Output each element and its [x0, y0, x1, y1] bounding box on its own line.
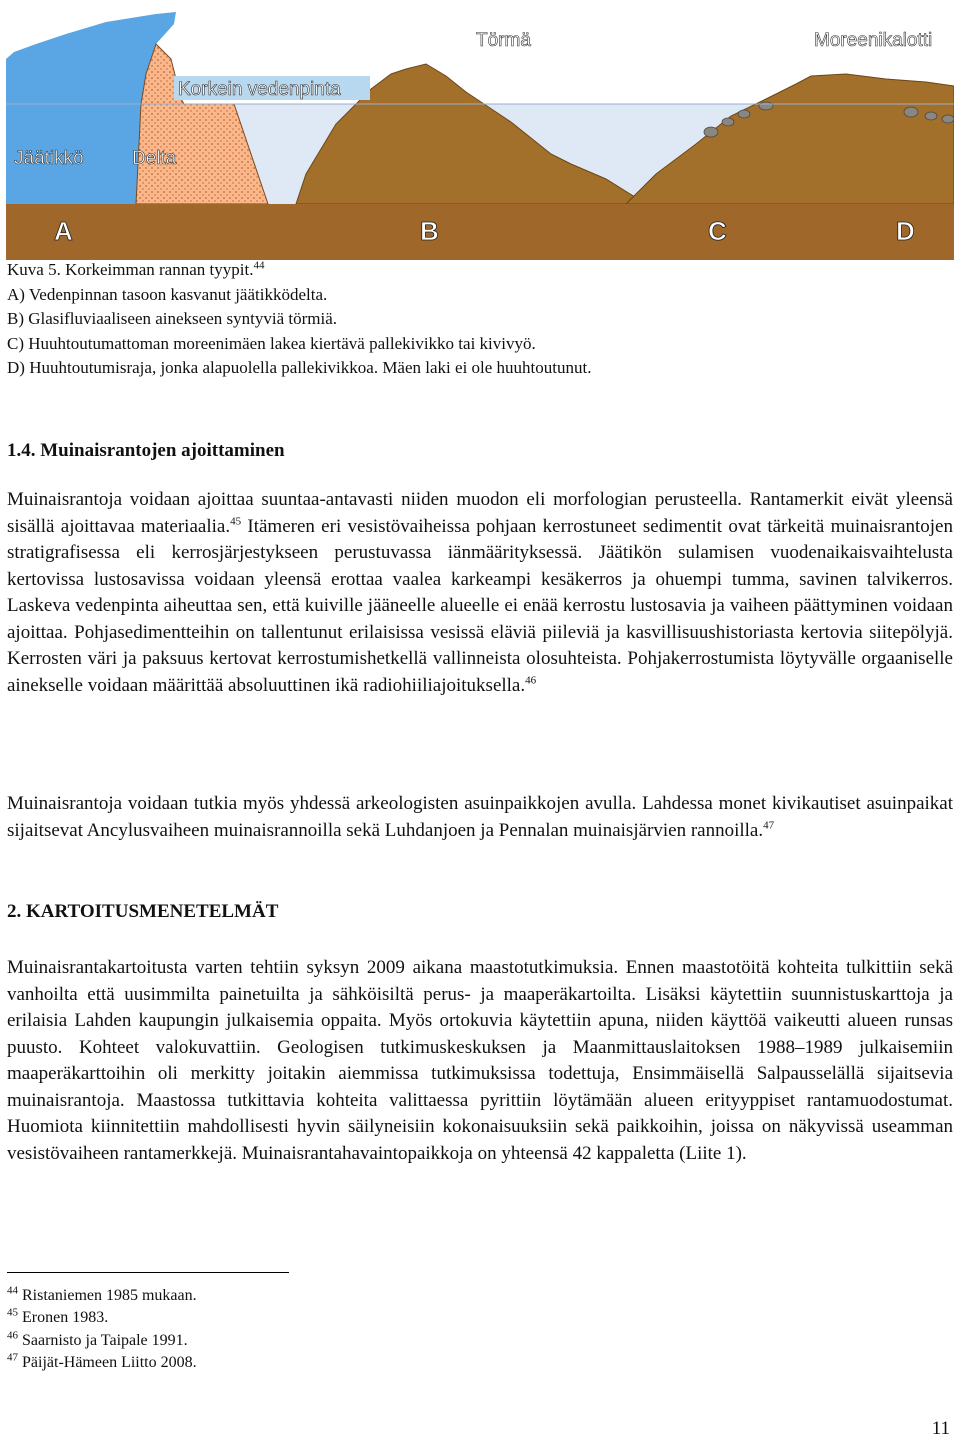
paragraph-archaeology: Muinaisrantoja voidaan tutkia myös yhdessä arkeologisten asuinpaikkojen avulla. Lahdessa monet kivikautiset asuinpaikat sijaitsevat Ancylusvaiheen muinaisrannoilla sekä Luhdanjoen ja Pennalan muinaisjärvien rannoilla.$^{47}$: [7, 793, 953, 841]
caption-item-c: C) Huuhtoutumattoman moreenimäen lakea kiertävä pallekivikko tai kivivyö.: [7, 333, 536, 353]
footnote-item: $^{44}$ Ristaniemen 1985 mukaan.: [7, 1284, 197, 1304]
site-c: C: [708, 216, 727, 246]
site-d: D: [896, 216, 915, 246]
footnote-item: $^{45}$ Eronen 1983.: [7, 1306, 109, 1327]
figure-caption: [7, 258, 947, 381]
section-heading-2: 2. KARTOITUSMENETELMÄT: [7, 901, 279, 922]
caption-title: Kuva 5. Korkeimman rannan tyypit.$^{44}$: [7, 259, 265, 279]
caption-item-a: A) Vedenpinnan tasoon kasvanut jäätikködelta.: [7, 284, 328, 304]
shoreline-types-figure: [6, 4, 954, 260]
paragraph-dating: Muinaisrantoja voidaan ajoittaa suuntaa-antavasti niiden muodon eli morfologian perusteella. Rantamerkit eivät yleensä sisällä ajoittavaa materiaalia.$^{45}$ Itämeren eri vesistövaiheissa pohjaan kerrostuneet sedimentit ovat tärkeitä muinaisrantojen stratigrafisessa eli kerrosjärjestykseen perustuvassa iänmäärityksessä. Jäätikön sulamisen vuodenaikaisvaihtelusta kertovissa lustosavissa voidaan yleensä erottaa vaalea karkeampi kesäkerros ja ohuempi tumma, savinen talvikerros. Laskeva vedenpinta aiheuttaa sen, että kuiville jääneelle alueelle ei enää kerrostu lustosavia ja vaiheen päättyminen voidaan ajoittaa. Pohjasedimentteihin on tallentunut erilaisissa vesissä eläviä piileviä ja kasvillisuushistoriasta kertovia siitepölyjä. Kerrosten väri ja paksuus kertovat kerrostumishetkellä vallinneista olosuhteista. Pohjakerrostumista löytyvälle orgaaniselle ainekselle voidaan määrittää absoluuttinen ikä radiohiiliajoituksella.$^{46}$: [7, 489, 953, 696]
site-b: B: [420, 216, 439, 246]
label-torma: Törmä: [476, 30, 531, 51]
label-korkein-vedenpinta: Korkein vedenpinta: [178, 79, 341, 100]
label-moreenikalotti: Moreenikalotti: [814, 30, 933, 51]
site-a: A: [54, 216, 73, 246]
label-delta: Delta: [132, 148, 177, 169]
section-heading-1-4: 1.4. Muinaisrantojen ajoittaminen: [7, 440, 285, 461]
caption-item-b: B) Glasifluviaaliseen ainekseen syntyviä törmiä.: [7, 309, 337, 328]
footnotes: [7, 1285, 197, 1374]
footnote-separator: [7, 1272, 289, 1273]
label-jaatikko: Jäätikkö: [14, 148, 84, 169]
footnote-item: $^{47}$ Päijät-Hämeen Liitto 2008.: [7, 1351, 197, 1371]
paragraph-methods: Muinaisrantakartoitusta varten tehtiin syksyn 2009 aikana maastotutkimuksia. Ennen maastotöitä kohteita tulkittiin sekä vanhoilta että uusimmilta painetuilta ja sähköisiltä perus- ja maaperäkartoilta. Lisäksi käytettiin suunnistuskarttoja ja erilaisia Lahden kaupungin julkaisemia oppaita. Myös ortokuvia käytettiin apuna, niiden käyttöä vaikeutti alueen runsas puusto. Kohteet valokuvattiin. Geologisen tutkimuskeskuksen ja Maanmittauslaitoksen 1988–1989 julkaisemiin maaperäkarttoihin oli merkitty joitakin aiemmissa tutkimuksissa todettuja, Ensimmäisellä Salpausselällä sijaitsevia muinaisrantoja. Maastossa tutkittavia kohteita valittaessa pyrittiin löytämään alueen erityyppiset rantamuodostumat. Huomiota kiinnitettiin mahdollisesti hyvin säilyneisiin kokonaisuuksiin sekä paikkoihin, joissa on näkyvissä useamman vesistövaiheen rantamerkkejä. Muinaisrantahavaintopaikkoja on yhteensä 42 kappaletta (Liite 1).: [7, 957, 953, 1164]
page-number: 11: [931, 1418, 950, 1439]
footnote-item: $^{46}$ Saarnisto ja Taipale 1991.: [7, 1329, 188, 1349]
caption-item-d: D) Huuhtoutumisraja, jonka alapuolella pallekivikkoa. Mäen laki ei ole huuhtoutunut.: [7, 358, 592, 377]
ground: [6, 204, 954, 260]
